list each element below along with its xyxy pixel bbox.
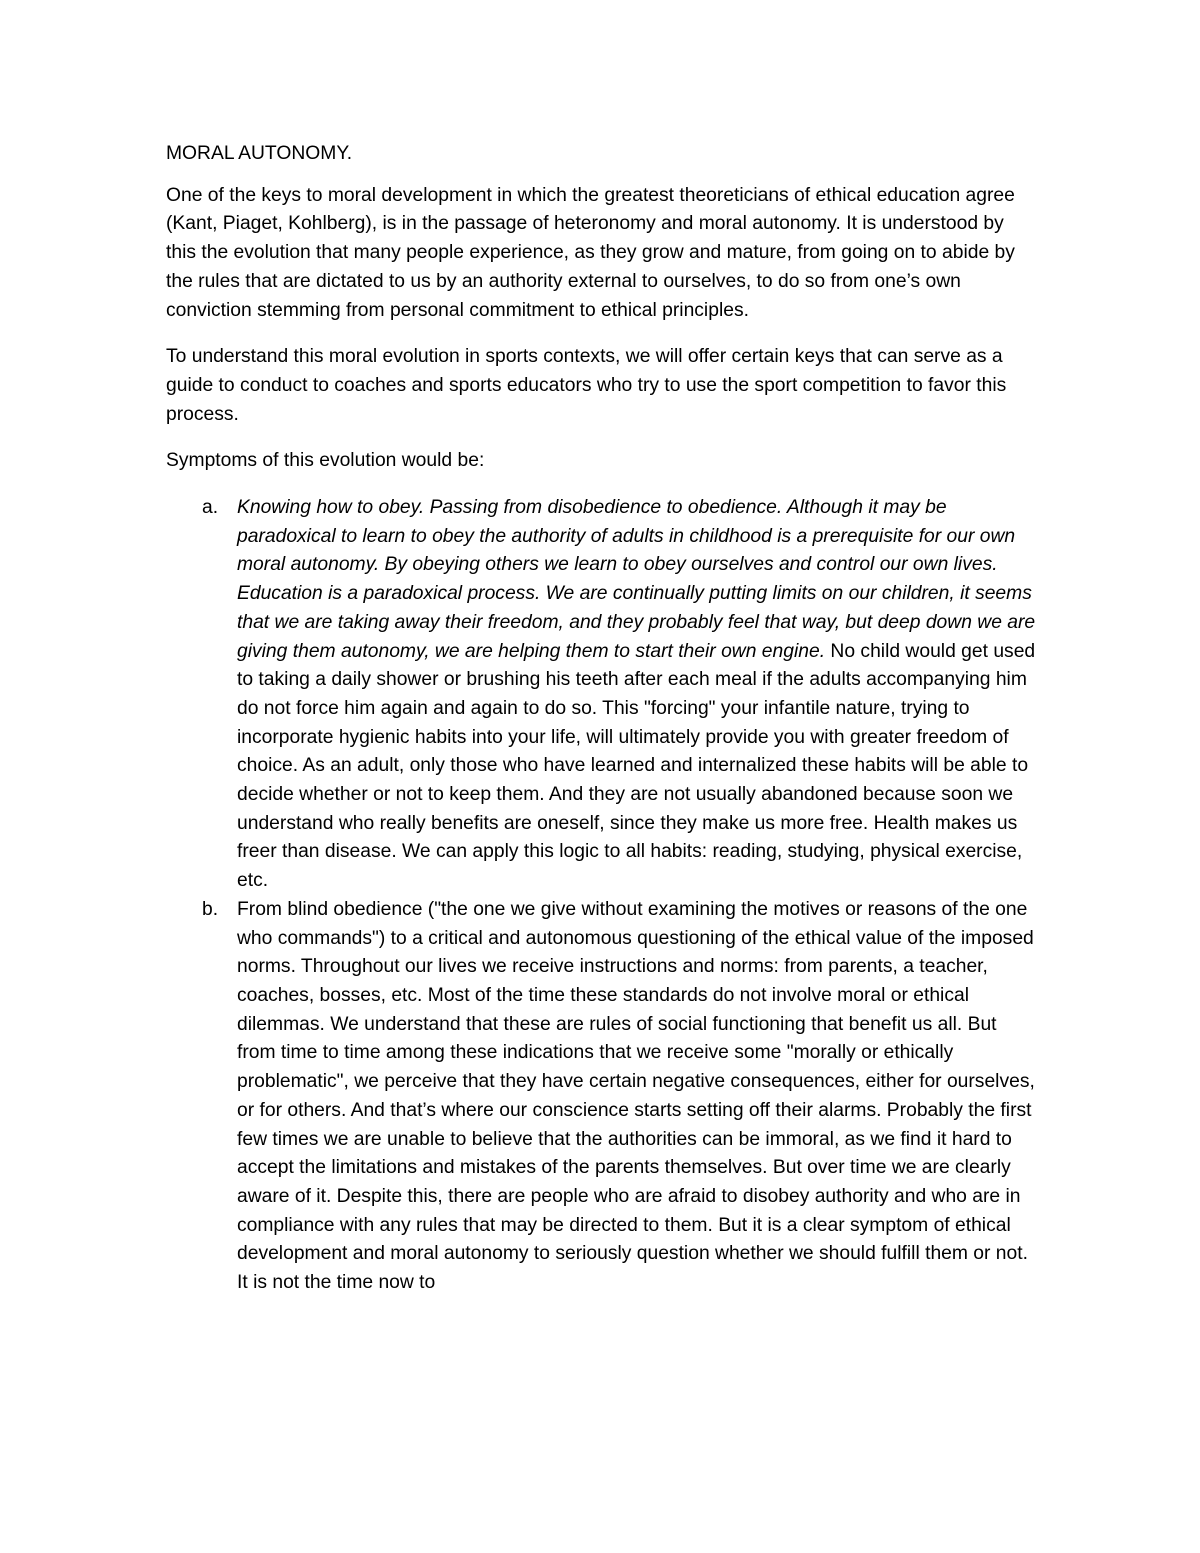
list-marker: b. (202, 898, 219, 920)
document-title: MORAL AUTONOMY. (166, 143, 353, 164)
list-marker: a. (202, 497, 219, 519)
list-item-italic-text: Knowing how to obey. Passing from disobedience to obedience. Although it may be paradoxical to learn to obey the authority of adults in childhood is a prerequisite for our own moral autonomy. By obeying others we learn to obey ourselves and control our own lives. Education is a paradoxical process. We are continually putting limits on our children, it seems that we are taking away their freedom, and they probably feel that way, but deep down we are giving them autonomy, we are helping them to start their own engine. (237, 497, 1036, 662)
document-body (166, 140, 1036, 1298)
symptoms-list (166, 494, 1036, 1298)
list-item-text: From blind obedience ("the one we give without examining the motives or reasons of the one who commands") to a critical and autonomous questioning of the ethical value of the imposed norms. Throughout our lives we receive instructions and norms: from parents, a teacher, coaches, bosses, etc. Most of the time these standards do not involve moral or ethical dilemmas. We understand that these are rules of social functioning that benefit us all. But from time to time among these indications that we receive some "morally or ethically problematic", we perceive that they have certain negative consequences, either for ourselves, or for others. And that’s where our conscience starts setting off their alarms. Probably the first few times we are unable to believe that the authorities can be immoral, as we find it hard to accept the limitations and mistakes of the parents themselves. But over time we are clearly aware of it. Despite this, there are people who are afraid to disobey authority and who are in compliance with any rules that may be directed to them. But it is a clear symptom of ethical development and moral autonomy to seriously question whether we should fulfill them or not. It is not the time now to (237, 898, 1035, 1294)
paragraph-sports-context: To understand this moral evolution in sports contexts, we will offer certain keys that can serve as a guide to conduct to coaches and sports educators who try to use the sport competition to favor this process. (166, 346, 1007, 425)
list-item-b (166, 896, 1036, 1298)
list-item-a (166, 494, 1036, 896)
list-item-text: No child would get used to taking a daily shower or brushing his teeth after each meal if the adults accompanying him do not force him again and again to do so. This "forcing" your infantile nature, trying to incorporate hygienic habits into your life, will ultimately provide you with greater freedom of choice. As an adult, only those who have learned and internalized these habits will be able to decide whether or not to keep them. And they are not usually abandoned because soon we understand who really benefits are oneself, since they make us more free. Health makes us freer than disease. We can apply this logic to all habits: reading, studying, physical exercise, etc. (237, 640, 1036, 892)
paragraph-symptoms-lead: Symptoms of this evolution would be: (166, 450, 485, 472)
paragraph-intro: One of the keys to moral development in which the greatest theoreticians of ethical education agree (Kant, Piaget, Kohlberg), is in the passage of heteronomy and moral autonomy. It is understood by this the evolution that many people experience, as they grow and mature, from going on to abide by the rules that are dictated to us by an authority external to ourselves, to do so from one’s own conviction stemming from personal commitment to ethical principles. (166, 184, 1015, 321)
